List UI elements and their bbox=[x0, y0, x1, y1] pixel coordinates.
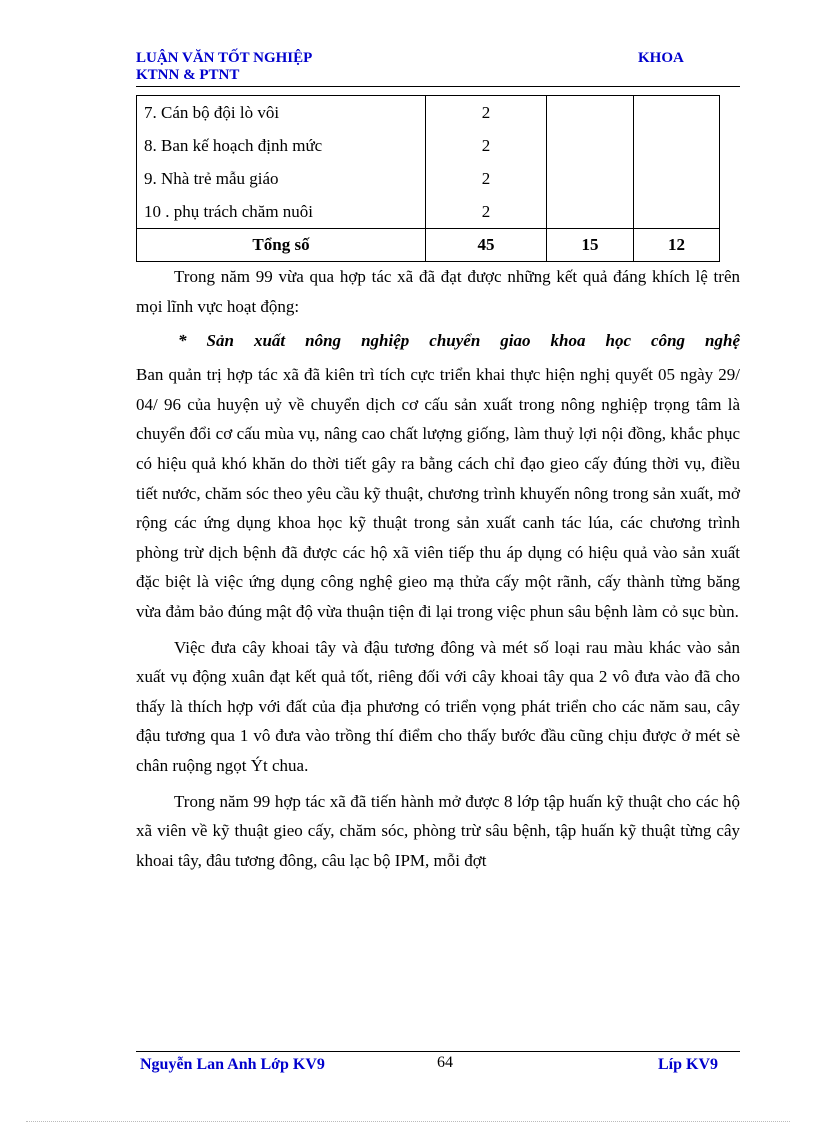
staff-table bbox=[136, 95, 720, 262]
header-faculty: KHOA bbox=[638, 50, 684, 66]
row-empty-cell bbox=[547, 129, 634, 162]
total-label: Tổng số bbox=[137, 229, 426, 262]
row-empty-cell bbox=[634, 195, 720, 229]
row-name: 10 . phụ trách chăm nuôi bbox=[137, 195, 426, 229]
table-row bbox=[137, 96, 720, 130]
row-empty-cell bbox=[547, 195, 634, 229]
row-name: 8. Ban kế hoạch định mức bbox=[137, 129, 426, 162]
table-total-row bbox=[137, 229, 720, 262]
paragraph-3: Trong năm 99 hợp tác xã đã tiến hành mở được 8 lớp tập huấn kỹ thuật cho các hộ xã viên về kỹ thuật gieo cấy, chăm sóc, phòng trừ sâu bệnh, tập huấn kỹ thuật từng cây khoai tây, đâu tương đông, câu lạc bộ IPM, mỗi đợt bbox=[136, 791, 740, 870]
total-col4: 12 bbox=[634, 229, 720, 262]
row-name: 7. Cán bộ đội lò vôi bbox=[137, 96, 426, 130]
table-row bbox=[137, 195, 720, 229]
row-name: 9. Nhà trẻ mẫu giáo bbox=[137, 162, 426, 195]
body-section bbox=[136, 262, 740, 875]
table-row bbox=[137, 162, 720, 195]
row-empty-cell bbox=[547, 162, 634, 195]
intro-paragraph: Trong năm 99 vừa qua hợp tác xã đã đạt được những kết quả đáng khích lệ trên mọi lĩnh vực hoạt động: bbox=[136, 267, 740, 316]
header-title bbox=[136, 50, 312, 84]
section-heading: * Sản xuất nông nghiệp chuyển giao khoa học công nghệ bbox=[178, 331, 740, 351]
page-number: 64 bbox=[437, 1054, 453, 1071]
row-count: 2 bbox=[426, 129, 547, 162]
paragraph-2: Việc đưa cây khoai tây và đậu tương đông và mét số loại rau màu khác vào sản xuất vụ động xuân đạt kết quả tốt, riêng đối với cây khoai tây qua 2 vô đưa vào đã cho thấy là thích hợp với đất của địa phương có triển vọng phát triển cho các năm sau, cây đậu tương qua 1 vô đưa vào trồng thí điểm cho thấy bước đầu cũng chịu được ở mét sè chân ruộng ngọt Ýt chua. bbox=[136, 637, 740, 775]
paragraph-1: Ban quản trị hợp tác xã đã kiên trì tích cực triển khai thực hiện nghị quyết 05 ngày 29/ 04/ 96 của huyện uỷ về chuyển dịch cơ cấu sản xuất trong nông nghiệp trọng tâm là chuyển đổi cơ cấu mùa vụ, nâng cao chất lượng giống, làm thuỷ lợi nội đồng, khắc phục có hiệu quả khó khăn do thời tiết gây ra bằng cách chỉ đạo gieo cấy đúng thời vụ, điều tiết nước, chăm sóc theo yêu cầu kỹ thuật, chương trình khuyến nông trong sản xuất, mở rộng các ứng dụng khoa học kỹ thuật trong sản xuất canh tác lúa, các chương trình phòng trừ dịch bệnh đã được các hộ xã viên tiếp thu áp dụng có hiệu quả vào sản xuất đặc biệt là việc ứng dụng công nghệ gieo mạ thửa cấy một rãnh, cấy thành từng băng vừa đảm bảo đúng mật độ vừa thuận tiện đi lại trong việc phun sâu bệnh làm cỏ sục bùn. bbox=[136, 365, 740, 621]
row-count: 2 bbox=[426, 162, 547, 195]
total-col2: 45 bbox=[426, 229, 547, 262]
row-empty-cell bbox=[547, 96, 634, 130]
footer-divider bbox=[136, 1051, 740, 1052]
header-title-line1: LUẬN VĂN TỐT NGHIỆP bbox=[136, 50, 313, 66]
row-empty-cell bbox=[634, 96, 720, 130]
total-col3: 15 bbox=[547, 229, 634, 262]
row-count: 2 bbox=[426, 195, 547, 229]
header-title-line2: KTNN & PTNT bbox=[136, 67, 240, 83]
footer-author: Nguyễn Lan Anh Lớp KV9 bbox=[140, 1056, 325, 1073]
table-row bbox=[137, 129, 720, 162]
header-divider bbox=[136, 86, 740, 87]
row-empty-cell bbox=[634, 129, 720, 162]
footer-class: Líp KV9 bbox=[658, 1056, 719, 1073]
row-count: 2 bbox=[426, 96, 547, 130]
row-empty-cell bbox=[634, 162, 720, 195]
page-edge-divider bbox=[26, 1121, 790, 1122]
